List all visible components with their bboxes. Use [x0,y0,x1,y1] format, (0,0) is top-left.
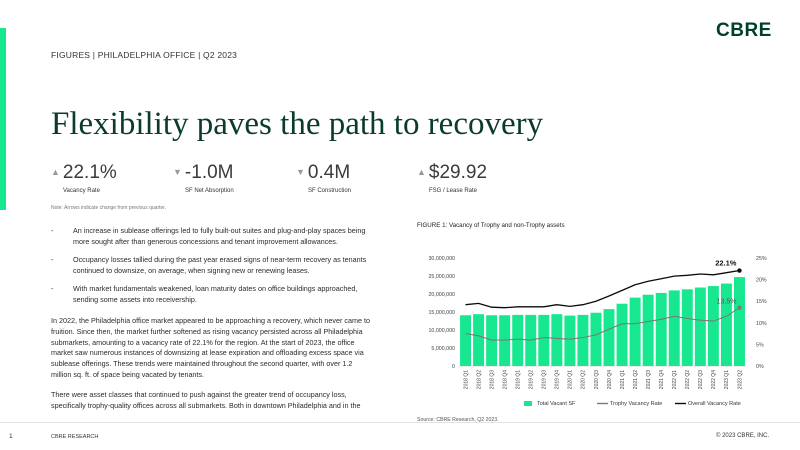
chart-bar [669,290,680,366]
kpi-vacancy-rate [51,162,117,194]
arrow-down-icon: ▼ [296,167,305,177]
list-item [51,226,373,247]
arrow-up-icon: ▲ [417,167,426,177]
chart-bar [551,314,562,366]
vacancy-chart [417,250,779,415]
chart-bar [721,284,732,366]
kpi-value: 22.1% [62,162,117,183]
kpi-construction [296,162,352,194]
figure-title: FIGURE 1: Vacancy of Trophy and non-Trophy assets [417,222,565,229]
x-tick-label: 2022 Q3 [698,370,705,390]
accent-bar [0,28,6,210]
y2-tick-label: 5% [756,342,764,349]
kpi-note: Note: Arrows indicate change from previous quarter. [51,205,167,211]
x-tick-label: 2021 Q1 [619,370,626,390]
y-tick-label: 15,000,000 [428,310,455,316]
data-label: 22.1% [715,258,737,268]
kpi-label: Vacancy Rate [63,188,100,194]
kpi-value: 0.4M [307,162,351,183]
trophy-end-marker [737,305,741,309]
x-tick-label: 2018 Q1 [463,370,470,390]
x-tick-label: 2018 Q4 [502,370,509,390]
x-tick-label: 2020 Q2 [580,370,587,390]
chart-bar [577,315,588,366]
x-tick-label: 2023 Q2 [737,370,744,390]
kpi-label: SF Net Absorption [185,188,234,194]
kpi-label: SF Construction [308,188,352,194]
kpi-lease-rate [417,162,488,194]
kpi-net-absorption [173,162,234,194]
chart-bar [564,316,575,366]
bullet-text: Occupancy losses tallied during the past year erased signs of near-term recovery as tenants continued to downsize, on average, when signing new or renewing leases. [73,255,367,275]
x-tick-label: 2018 Q3 [489,370,496,390]
x-tick-label: 2020 Q4 [606,370,613,390]
list-item [51,255,373,276]
bullet-text: An increase in sublease offerings led to fully built-out suites and plug-and-play spaces being more sought after than generous concessions and tenant improvement allowances. [73,226,366,246]
legend-label: Trophy Vacancy Rate [610,401,663,407]
figure-source: Source: CBRE Research, Q2 2023. [417,417,499,423]
y2-tick-label: 0% [756,364,764,370]
y-tick-label: 20,000,000 [428,292,455,298]
cbre-logo: CBRE [716,20,772,41]
arrow-up-icon: ▲ [51,167,60,177]
footer-label: CBRE RESEARCH [51,434,99,440]
chart-bar [734,277,745,366]
list-item [51,284,373,305]
chart-bar [656,293,667,366]
chart-bar [590,313,601,366]
x-tick-label: 2021 Q4 [659,370,666,390]
kpi-value: -1.0M [184,162,234,183]
chart-bar [630,298,641,366]
arrow-down-icon: ▼ [173,167,182,177]
y-tick-label: 30,000,000 [428,256,455,262]
page-number: 1 [9,433,13,440]
legend-label: Total Vacant SF [537,401,576,407]
y-tick-label: 10,000,000 [428,328,455,334]
body-paragraph: There were asset classes that continued to push against the greater trend of occupancy loss, specifically trophy-quality offices across all submarkets. Both in downtown Philadelphia and in the [51,390,361,410]
x-tick-label: 2019 Q2 [528,370,535,390]
x-tick-label: 2019 Q3 [541,370,548,390]
bullet-marker: - [51,226,54,235]
y2-tick-label: 15% [756,299,767,306]
y2-tick-label: 25% [756,256,767,262]
bullet-text: With market fundamentals weakened, loan maturity dates on office buildings approached, sending some assets into receivership. [73,284,358,304]
page-title: Flexibility paves the path to recovery [51,106,544,142]
chart-bar [473,314,484,366]
chart-bar [695,288,706,366]
x-tick-label: 2023 Q1 [724,370,731,390]
x-tick-label: 2020 Q1 [567,370,574,390]
x-tick-label: 2022 Q1 [672,370,679,390]
legend-swatch [524,401,532,406]
x-tick-label: 2020 Q3 [593,370,600,390]
chart-bar [682,289,693,366]
chart-bar [460,315,471,366]
bullet-list [51,226,373,313]
y2-tick-label: 20% [756,277,767,284]
kpi-value: $29.92 [428,162,488,183]
x-tick-label: 2022 Q2 [685,370,692,390]
y2-tick-label: 10% [756,320,767,327]
chart-bar [617,304,628,366]
chart-bar [604,309,615,366]
x-tick-label: 2021 Q2 [632,370,639,390]
x-tick-label: 2022 Q4 [711,370,718,390]
chart-bar [512,315,523,366]
chart-bar [538,315,549,366]
x-tick-label: 2018 Q2 [476,370,483,390]
report-breadcrumb: FIGURES | PHILADELPHIA OFFICE | Q2 2023 [51,50,238,60]
x-tick-label: 2019 Q4 [554,370,561,390]
data-label: 13.5% [716,298,737,306]
x-tick-label: 2019 Q1 [515,370,522,390]
copyright: © 2023 CBRE, INC. [716,433,770,439]
x-tick-label: 2021 Q3 [645,370,652,390]
overall-end-marker [737,268,741,272]
legend-label: Overall Vacancy Rate [688,401,741,407]
chart-bar [643,295,654,366]
y-tick-label: 5,000,000 [431,346,455,352]
body-paragraph: In 2022, the Philadelphia office market appeared to be approaching a recovery, which never came to fruition. Since then, the market further softened as rising vacancy persisted across all Philadelphia submarkets, amounting to a vacancy rate of 22.1% for the region. At the start of 2023, the office market saw numerous instances of downsizing at lease expiration and offloading excess space via sublease offerings. These trends were maintained throughout the second quarter, with over 1.2 million sq. ft. of space being vacated by tenants. [51,316,370,379]
bullet-marker: - [51,284,54,293]
bullet-marker: - [51,255,54,264]
y-tick-label: 25,000,000 [428,274,455,280]
footer-divider [0,422,800,423]
kpi-label: FSG / Lease Rate [429,188,478,194]
y-tick-label: 0 [452,364,455,370]
